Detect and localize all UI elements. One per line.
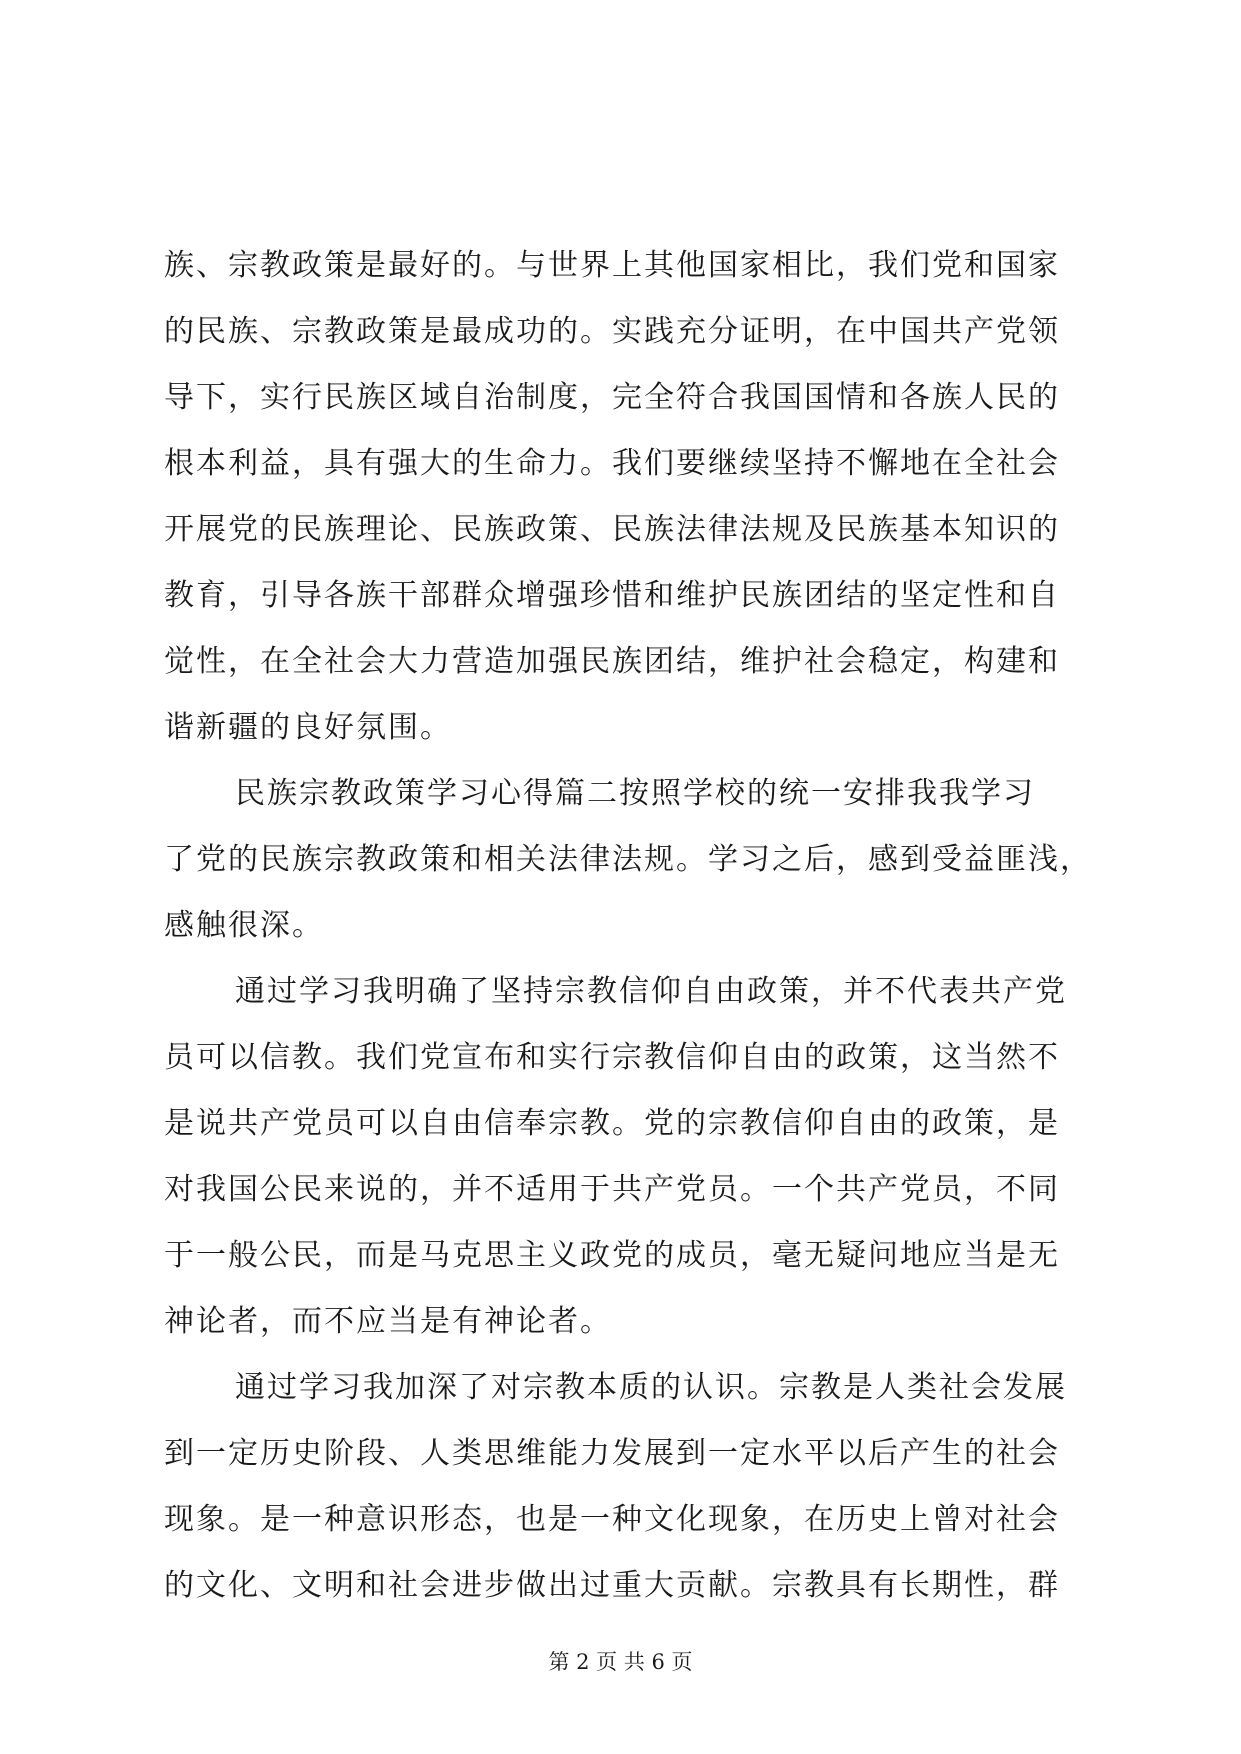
text-line: 族、宗教政策是最好的。与世界上其他国家相比，我们党和国家: [164, 248, 1060, 283]
text-line: 教育，引导各族干部群众增强珍惜和维护民族团结的坚定性和自: [164, 578, 1060, 613]
text-line: 神论者，而不应当是有神论者。: [164, 1304, 612, 1339]
paragraph-first-line: 民族宗教政策学习心得篇二按照学校的统一安排我我学习: [235, 776, 1035, 811]
text-line: 根本利益，具有强大的生命力。我们要继续坚持不懈地在全社会: [164, 446, 1060, 481]
paragraph-first-line: 通过学习我加深了对宗教本质的认识。宗教是人类社会发展: [235, 1370, 1067, 1405]
page-number-footer: 第 2 页 共 6 页: [548, 1650, 693, 1674]
text-line: 现象。是一种意识形态，也是一种文化现象，在历史上曾对社会: [164, 1502, 1060, 1537]
text-line: 谐新疆的良好氛围。: [164, 710, 452, 745]
text-line: 的民族、宗教政策是最成功的。实践充分证明，在中国共产党领: [164, 314, 1060, 349]
text-line: 员可以信教。我们党宣布和实行宗教信仰自由的政策，这当然不: [164, 1040, 1060, 1075]
text-line: 到一定历史阶段、人类思维能力发展到一定水平以后产生的社会: [164, 1436, 1060, 1471]
paragraph-first-line: 通过学习我明确了坚持宗教信仰自由政策，并不代表共产党: [235, 974, 1067, 1009]
document-body: [164, 233, 1092, 1619]
text-line: 对我国公民来说的，并不适用于共产党员。一个共产党员，不同: [164, 1172, 1060, 1207]
text-line: 是说共产党员可以自由信奉宗教。党的宗教信仰自由的政策，是: [164, 1106, 1060, 1141]
text-line: 开展党的民族理论、民族政策、民族法律法规及民族基本知识的: [164, 512, 1060, 547]
text-line: 觉性，在全社会大力营造加强民族团结，维护社会稳定，构建和: [164, 644, 1060, 679]
text-line: 导下，实行民族区域自治制度，完全符合我国国情和各族人民的: [164, 380, 1060, 415]
text-line: 于一般公民，而是马克思主义政党的成员，毫无疑问地应当是无: [164, 1238, 1060, 1273]
text-line: 的文化、文明和社会进步做出过重大贡献。宗教具有长期性，群: [164, 1568, 1060, 1603]
text-line: 了党的民族宗教政策和相关法律法规。学习之后，感到受益匪浅，: [164, 842, 1092, 877]
text-line: 感触很深。: [164, 908, 324, 943]
